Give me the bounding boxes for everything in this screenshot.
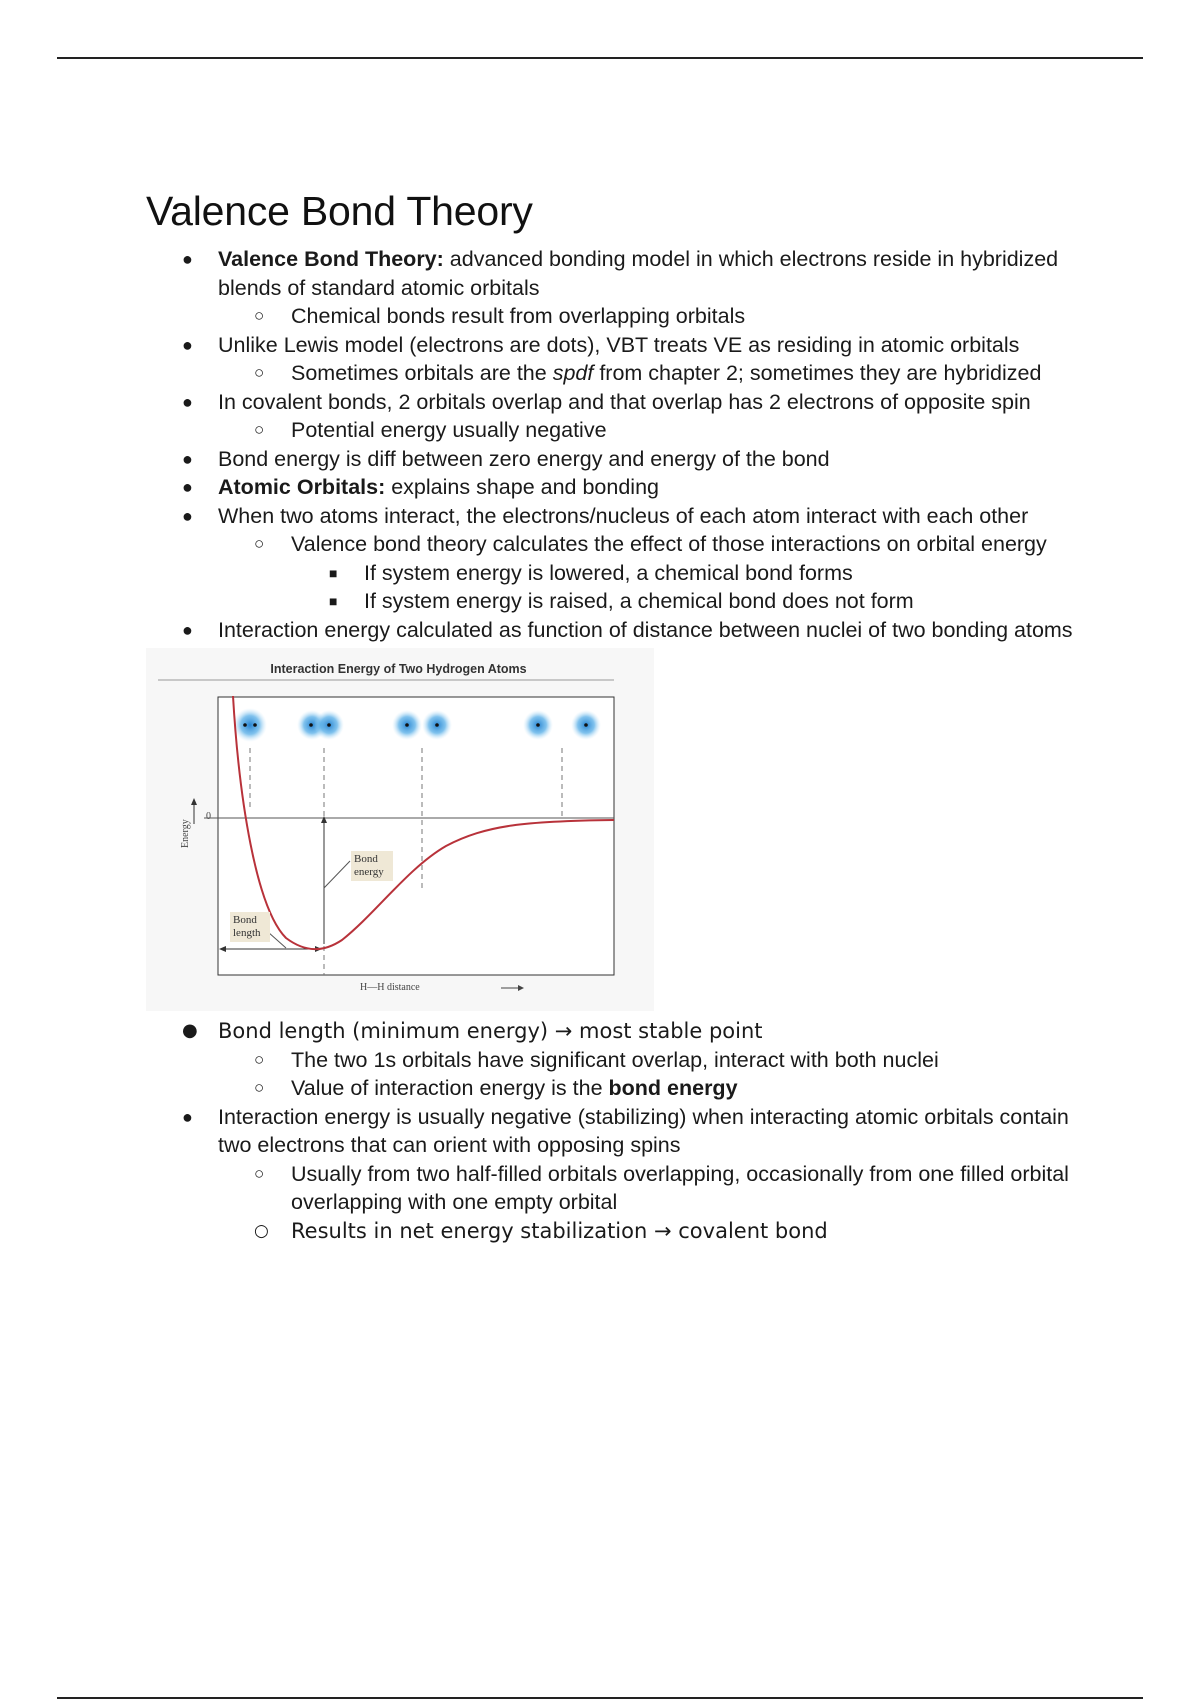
list-item: [146, 302, 1106, 331]
list-item: [146, 331, 1106, 360]
list-item-text: advanced bonding model in which electrons reside in hybridized blends of standard atomic orbitals: [218, 247, 1059, 300]
orbital-pair-2: [297, 710, 344, 740]
bullet-marker: ○: [254, 1163, 265, 1183]
list-item-text: explains shape and bonding: [385, 475, 659, 499]
list-item-text: Valence Bond Theory:: [218, 247, 444, 271]
list-item-text: Valence bond theory calculates the effect of those interactions on orbital energy: [291, 532, 1047, 556]
bullet-marker: ■: [329, 593, 338, 609]
bullet-marker: ●: [182, 249, 193, 269]
bullet-marker: ○: [254, 1078, 265, 1097]
bullet-marker: ●: [182, 1106, 193, 1127]
energy-curve-plot: [146, 648, 654, 1011]
list-item-text: Value of interaction energy is the: [291, 1076, 609, 1100]
list-item: [146, 1217, 1106, 1246]
list-item-text: Interaction energy is usually negative (stabilizing) when interacting atomic orbitals contain two electrons that can orient with opposing spins: [218, 1104, 1069, 1157]
list-item-text: The two 1s orbitals have significant overlap, interact with both nuclei: [291, 1047, 939, 1072]
bullet-marker: ○: [254, 420, 265, 439]
list-item: [146, 1017, 1106, 1046]
y-zero-label: 0: [206, 811, 211, 822]
list-item-text: Bond energy is diff between zero energy and energy of the bond: [218, 446, 830, 471]
bullet-marker: ○: [254, 306, 265, 325]
bullet-marker: ●: [182, 448, 193, 469]
bullet-marker: ■: [329, 564, 338, 581]
list-item-text: Potential energy usually negative: [291, 418, 607, 442]
bullet-list-top: [146, 245, 1106, 644]
list-item: [146, 530, 1106, 559]
list-item: [146, 388, 1106, 417]
list-item: [146, 416, 1106, 445]
list-item: [146, 1103, 1106, 1160]
list-item: [146, 1046, 1106, 1075]
document-body: [146, 180, 1106, 1245]
list-item-text: When two atoms interact, the electrons/nucleus of each atom interact with each other: [218, 503, 1029, 528]
list-item: [146, 1074, 1106, 1103]
list-item: [146, 245, 1106, 302]
orbital-pair-1: [233, 708, 267, 742]
footer-rule: [57, 1697, 1143, 1699]
bullet-list-bottom: [146, 1017, 1106, 1245]
list-item-text: If system energy is raised, a chemical bond does not form: [364, 589, 914, 613]
bullet-marker: ●: [182, 1020, 198, 1041]
bullet-marker: ●: [182, 619, 193, 640]
bond-length-label: Bond length: [230, 912, 270, 942]
list-item: [146, 616, 1106, 645]
list-item-text: In covalent bonds, 2 orbitals overlap and that overlap has 2 electrons of opposite spin: [218, 389, 1031, 414]
bond-energy-label: Bond energy: [351, 851, 393, 881]
list-item-text: from chapter 2; sometimes they are hybridized: [593, 361, 1042, 385]
list-item-text: If system energy is lowered, a chemical bond forms: [364, 560, 853, 585]
list-item: [146, 473, 1106, 502]
bullet-marker: ○: [254, 1220, 269, 1241]
bullet-marker: ●: [182, 505, 193, 526]
bullet-marker: ○: [254, 363, 265, 382]
list-item: [146, 587, 1106, 616]
list-item-text: Usually from two half-filled orbitals overlapping, occasionally from one filled orbital overlapping with one empty orbital: [291, 1161, 1069, 1214]
list-item-text: Bond length (minimum energy) → most stable point: [218, 1019, 763, 1043]
list-item: [146, 559, 1106, 588]
x-axis-label: H—H distance: [360, 982, 420, 993]
bullet-marker: ●: [182, 334, 193, 355]
list-item-text: Chemical bonds result from overlapping orbitals: [291, 304, 746, 328]
plot-frame: [218, 697, 614, 975]
list-item-text: Atomic Orbitals:: [218, 475, 386, 499]
list-item-text: Unlike Lewis model (electrons are dots), VBT treats VE as residing in atomic orbitals: [218, 332, 1020, 357]
list-item: [146, 1160, 1106, 1217]
list-item: [146, 502, 1106, 531]
bullet-marker: ●: [182, 477, 193, 497]
interaction-energy-figure: [146, 648, 654, 1011]
list-item-text: Sometimes orbitals are the: [291, 361, 553, 385]
list-item: [146, 359, 1106, 388]
bullet-marker: ○: [254, 1049, 265, 1069]
header-rule: [57, 57, 1143, 59]
y-axis-label: Energy: [180, 819, 191, 848]
figure-title: Interaction Energy of Two Hydrogen Atoms: [270, 662, 527, 676]
list-item-text: Interaction energy calculated as function of distance between nuclei of two bonding atoms: [218, 617, 1073, 642]
list-item-text: bond energy: [608, 1076, 738, 1100]
list-item: [146, 445, 1106, 474]
bullet-marker: ●: [182, 391, 193, 412]
list-item-text: Results in net energy stabilization → covalent bond: [291, 1218, 828, 1243]
list-item-text: spdf: [552, 361, 594, 385]
page-title: Valence Bond Theory: [146, 188, 533, 234]
bullet-marker: ○: [254, 534, 265, 553]
